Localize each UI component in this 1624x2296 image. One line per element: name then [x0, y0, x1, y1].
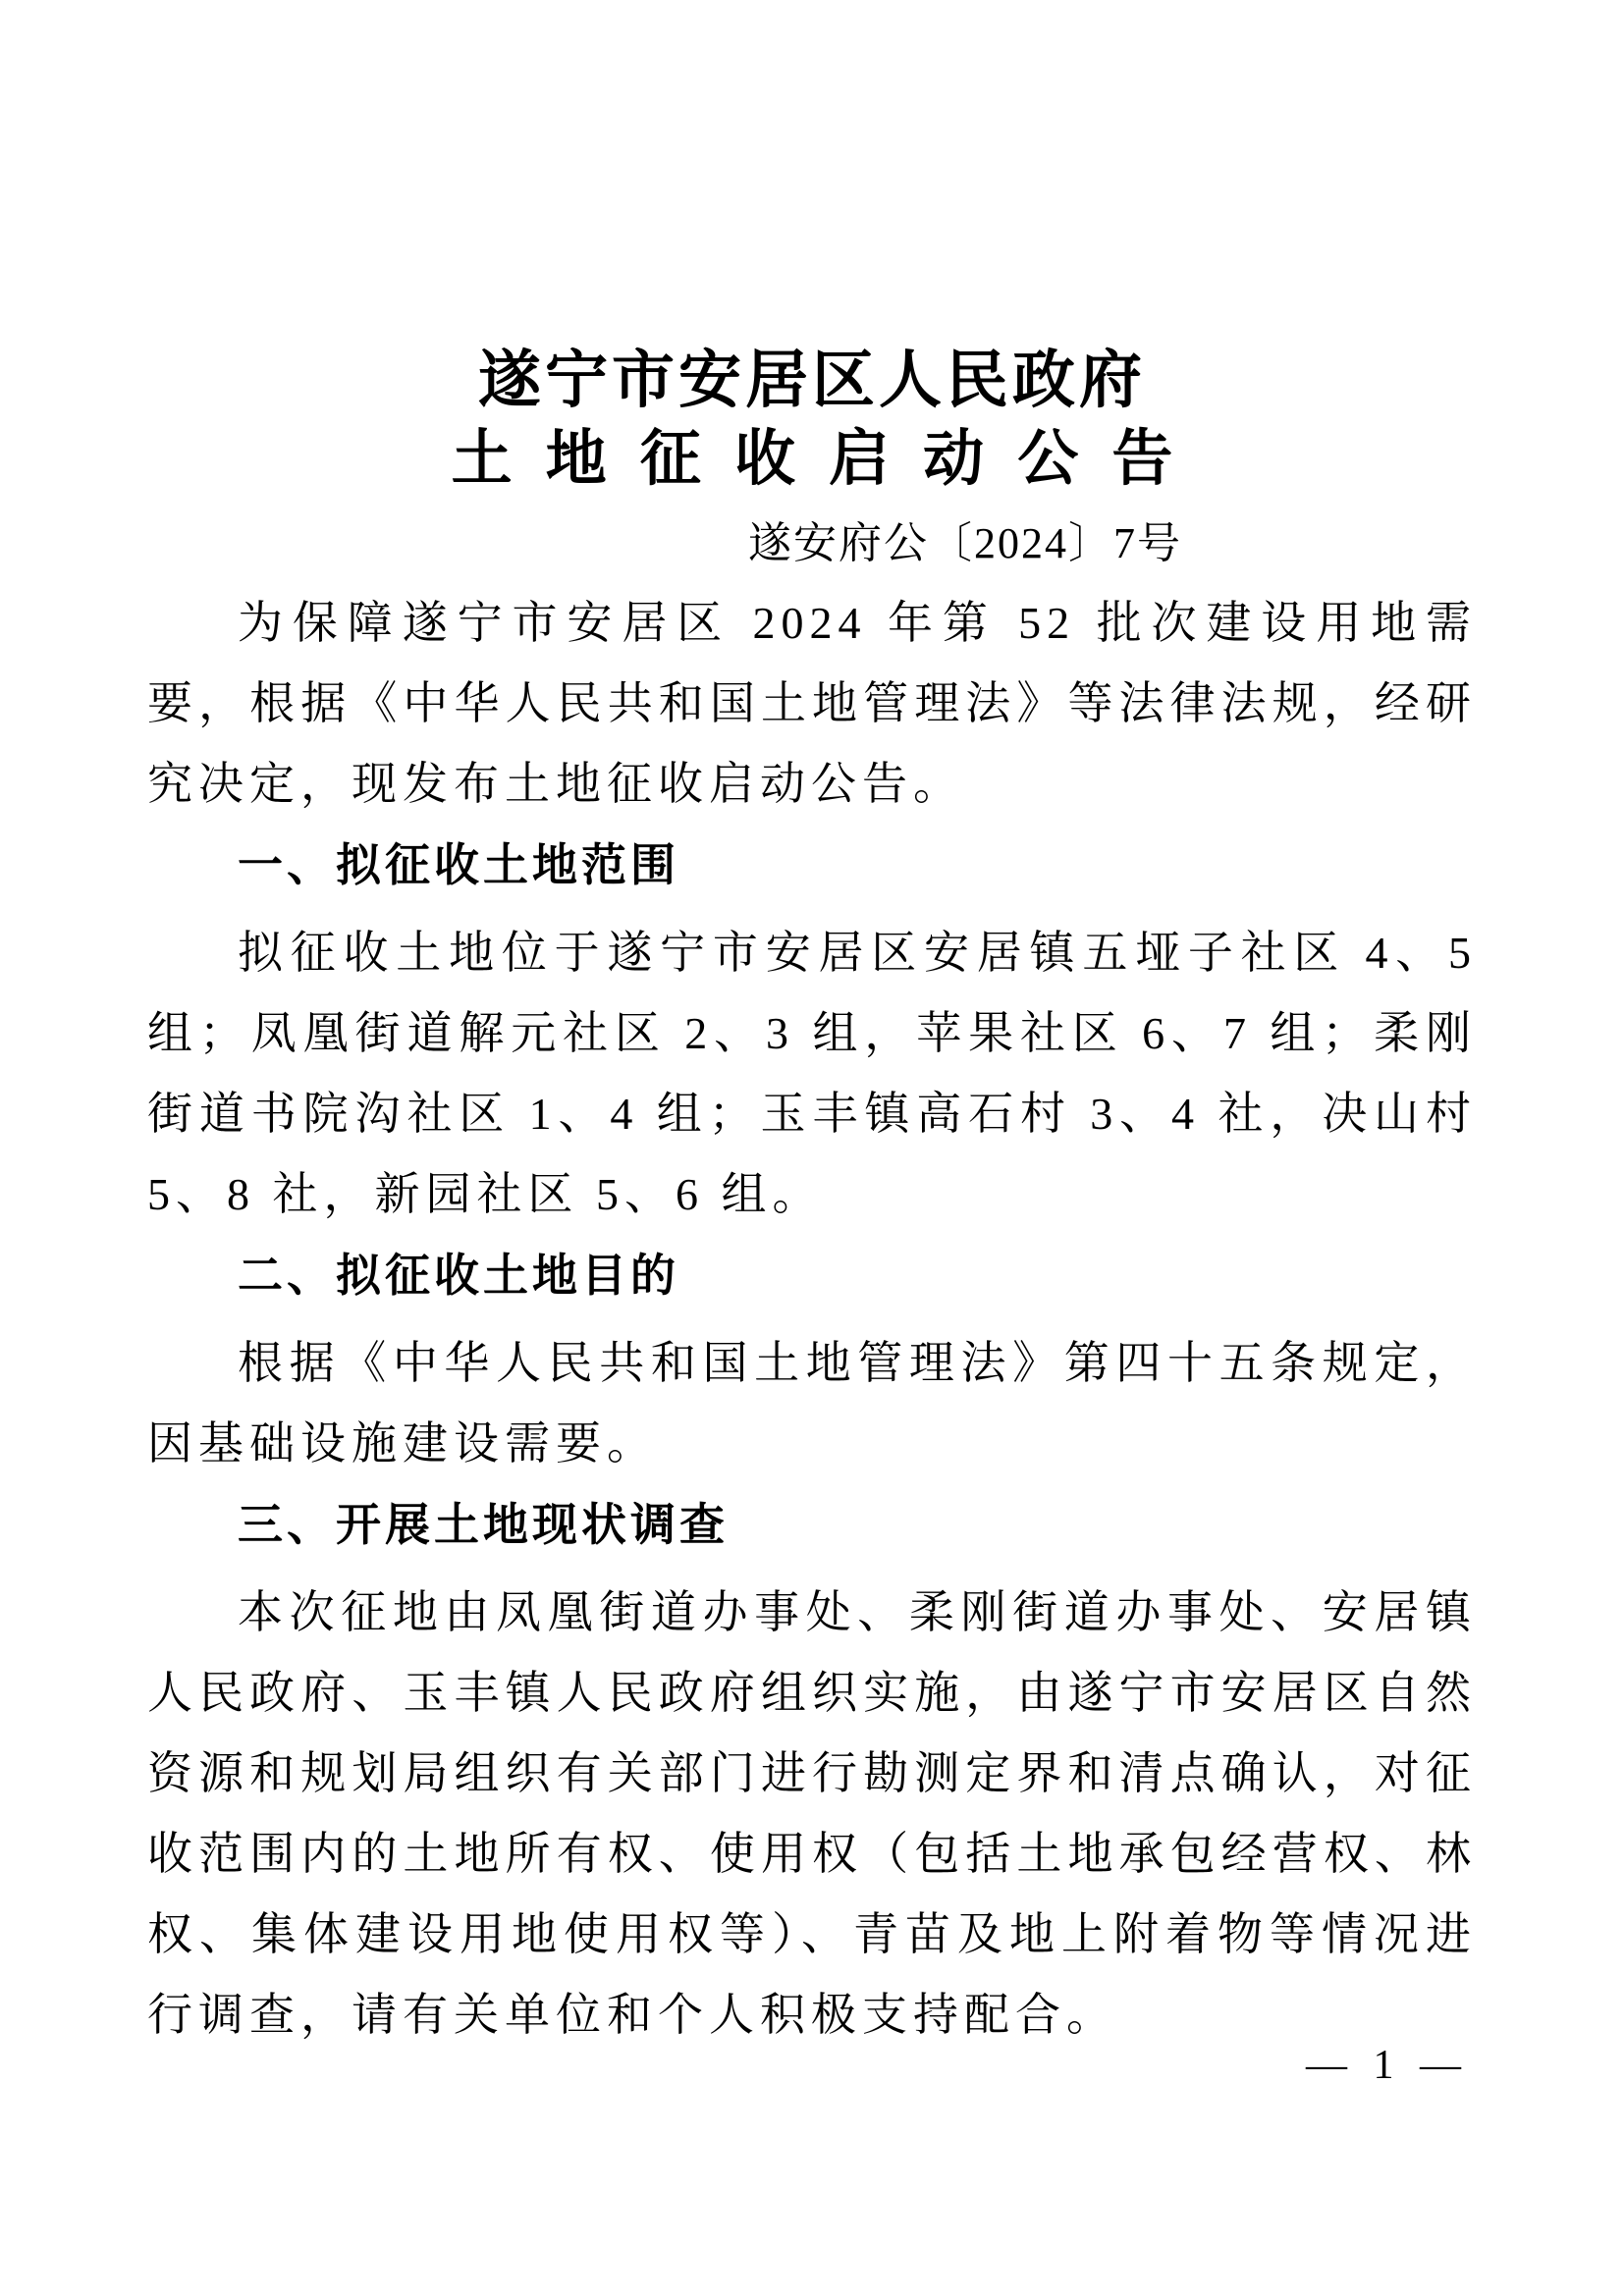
intro-paragraph: 为保障遂宁市安居区 2024 年第 52 批次建设用地需要，根据《中华人民共和国土地管理法》等法律法规，经研究决定，现发布土地征收启动公告。 — [147, 598, 1477, 809]
section-2-heading: 二、拟征收土地目的 — [238, 1250, 679, 1301]
page-number: — 1 — — [1306, 2043, 1469, 2088]
document-number: 遂安府公〔2024〕7号 — [748, 519, 1182, 567]
document-title-line2: 土地征收启动公告 — [451, 426, 1207, 493]
section-1-paragraph: 拟征收土地位于遂宁市安居区安居镇五垭子社区 4、5 组；凤凰街道解元社区 2、3 组，苹果社区 6、7 组；柔刚街道书院沟社区 1、4 组；玉丰镇高石村 3、4 社，决山村 5、8 社，新园社区 5、6 组。 — [147, 928, 1477, 1219]
section-3-paragraph: 本次征地由凤凰街道办事处、柔刚街道办事处、安居镇人民政府、玉丰镇人民政府组织实施，由遂宁市安居区自然资源和规划局组织有关部门进行勘测定界和清点确认，对征收范围内的土地所有权、使用权（包括土地承包经营权、林权、集体建设用地使用权等）、青苗及地上附着物等情况进行调查，请有关单位和个人积极支持配合。 — [147, 1587, 1477, 2040]
document-title-line1: 遂宁市安居区人民政府 — [478, 346, 1146, 415]
section-3-heading: 三、开展土地现状调查 — [238, 1499, 729, 1550]
section-1-heading: 一、拟征收土地范围 — [238, 839, 679, 890]
section-2-paragraph: 根据《中华人民共和国土地管理法》第四十五条规定，因基础设施建设需要。 — [147, 1338, 1477, 1468]
